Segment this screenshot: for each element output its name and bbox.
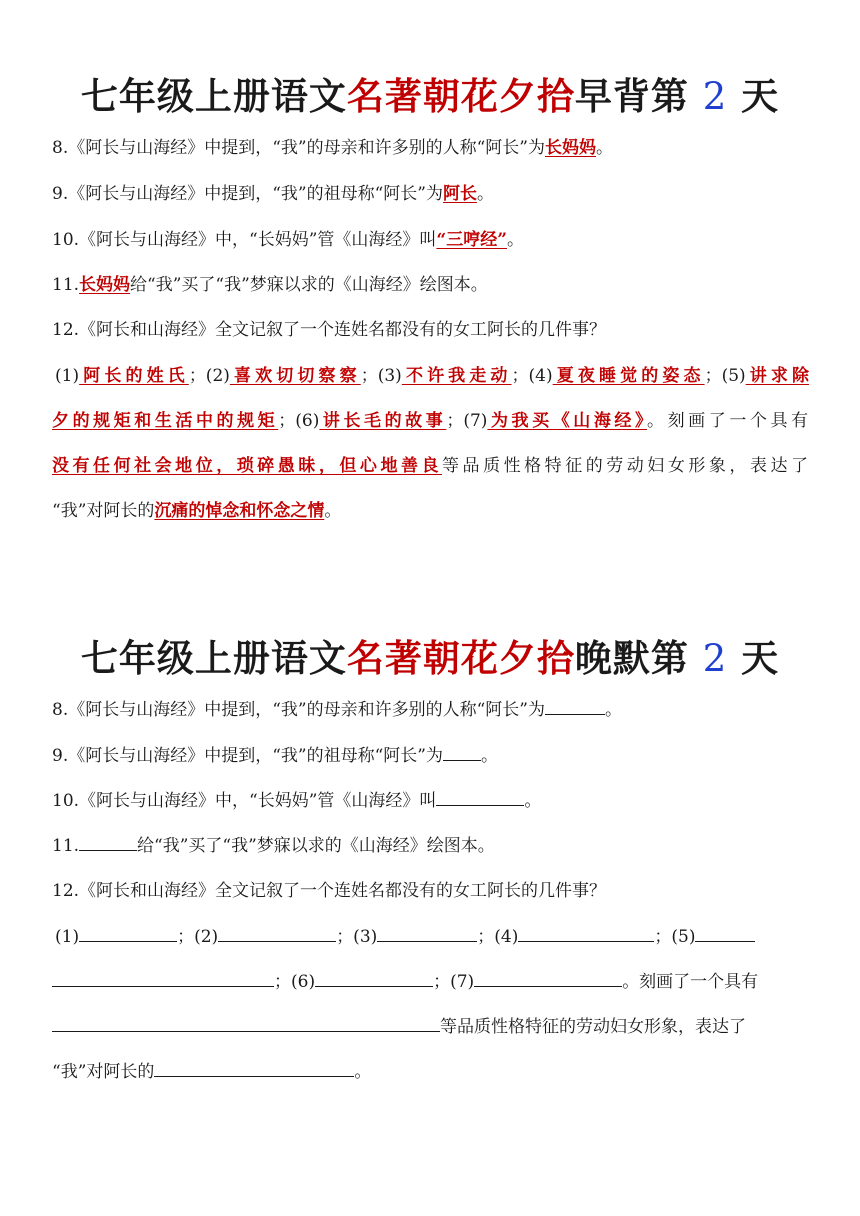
answer-blank[interactable] — [695, 925, 755, 942]
morning-q12-line1 — [55, 361, 809, 386]
punctuation: 。 — [524, 791, 542, 811]
item-marker: ；(5) — [654, 927, 696, 947]
answer: 讲求除 — [745, 366, 810, 386]
answer-blank[interactable] — [79, 834, 137, 851]
morning-q11 — [52, 270, 812, 295]
answer-blank[interactable] — [474, 970, 622, 987]
answer: 不许我走动 — [401, 366, 512, 386]
answer-blank[interactable] — [377, 925, 477, 942]
question-text: 8.《阿长与山海经》中提到，“我”的母亲和许多别的人称“阿长”为 — [52, 138, 545, 158]
evening-q12-line4 — [52, 1057, 812, 1082]
evening-q12-line2 — [52, 967, 808, 992]
item-marker: ；(2) — [177, 927, 219, 947]
item-marker: (1) — [55, 927, 80, 947]
answer: 阿长 — [442, 184, 477, 204]
punctuation: 。 — [595, 138, 613, 158]
question-text: 10.《阿长与山海经》中，“长妈妈”管《山海经》叫 — [52, 791, 437, 811]
answer: 讲长毛的故事 — [319, 411, 447, 431]
morning-title — [0, 66, 860, 120]
evening-q8 — [52, 695, 812, 720]
evening-q9 — [52, 741, 812, 766]
title-day-number: 2 — [702, 75, 728, 118]
body-text: 。刻画了一个具有 — [647, 411, 809, 431]
item-marker: ；(7) — [433, 972, 475, 992]
punctuation: 。 — [476, 184, 494, 204]
title-day-number: 2 — [702, 637, 728, 680]
punctuation: 。 — [354, 1062, 372, 1082]
evening-q12-line3 — [52, 1012, 808, 1037]
item-marker: ；(3) — [360, 366, 402, 386]
answer: 长妈妈 — [544, 138, 596, 158]
title-prefix: 七年级上册语文 — [80, 74, 347, 118]
morning-q12-line4 — [52, 496, 812, 521]
answer: 没有任何社会地位，琐碎愚昧，但心地善良 — [52, 456, 443, 476]
title-day-unit: 天 — [741, 74, 780, 118]
body-text: 。刻画了一个具有 — [622, 972, 759, 992]
evening-q12 — [52, 876, 812, 901]
body-text: “我”对阿长的 — [52, 1062, 155, 1082]
body-text: 等品质性格特征的劳动妇女形象，表达了 — [440, 1017, 746, 1037]
evening-q12-line1 — [55, 922, 809, 947]
question-number: 11. — [52, 275, 80, 295]
answer: 阿长的姓氏 — [79, 366, 189, 386]
evening-title — [0, 628, 860, 682]
answer: “三哼经” — [436, 230, 507, 250]
morning-q12 — [52, 315, 812, 340]
answer-blank[interactable] — [443, 744, 481, 761]
answer: 为我买《山海经》 — [487, 411, 648, 431]
punctuation: 。 — [506, 230, 524, 250]
title-day-unit: 天 — [741, 636, 780, 680]
title-suffix: 早背第 — [574, 74, 689, 118]
question-text: 12.《阿长和山海经》全文记叙了一个连姓名都没有的女工阿长的几件事？ — [52, 881, 607, 901]
answer: 沉痛的悼念和怀念之情 — [154, 501, 325, 521]
item-marker: ；(2) — [188, 366, 230, 386]
item-marker: (1) — [55, 366, 80, 386]
answer-blank[interactable] — [52, 1015, 440, 1032]
title-suffix: 晚默第 — [574, 636, 689, 680]
item-marker: ；(5) — [704, 366, 746, 386]
morning-q12-line3 — [52, 451, 808, 476]
morning-q12-line2 — [52, 406, 808, 431]
answer-blank[interactable] — [315, 970, 433, 987]
answer-blank[interactable] — [218, 925, 336, 942]
title-book: 名著朝花夕拾 — [346, 636, 575, 680]
punctuation: 。 — [480, 746, 498, 766]
morning-q9 — [52, 179, 812, 204]
answer-blank[interactable] — [545, 698, 605, 715]
punctuation: 。 — [604, 700, 622, 720]
item-marker: ；(7) — [446, 411, 488, 431]
item-marker: ；(3) — [336, 927, 378, 947]
question-text: 9.《阿长与山海经》中提到，“我”的祖母称“阿长”为 — [52, 746, 443, 766]
answer: 喜欢切切察察 — [229, 366, 361, 386]
body-text: “我”对阿长的 — [52, 501, 155, 521]
question-text: 10.《阿长与山海经》中，“长妈妈”管《山海经》叫 — [52, 230, 437, 250]
item-marker: ；(4) — [511, 366, 553, 386]
morning-q8 — [52, 133, 812, 158]
question-text: 12.《阿长和山海经》全文记叙了一个连姓名都没有的女工阿长的几件事？ — [52, 320, 607, 340]
title-book: 名著朝花夕拾 — [346, 74, 575, 118]
answer-blank[interactable] — [52, 970, 274, 987]
answer-blank[interactable] — [436, 789, 524, 806]
question-text: 给“我”买了“我”梦寐以求的《山海经》绘图本。 — [137, 836, 495, 856]
question-text: 8.《阿长与山海经》中提到，“我”的母亲和许多别的人称“阿长”为 — [52, 700, 545, 720]
item-marker: ；(4) — [477, 927, 519, 947]
answer: 夕的规矩和生活中的规矩 — [52, 411, 279, 431]
answer-blank[interactable] — [518, 925, 654, 942]
item-marker: ；(6) — [274, 972, 316, 992]
question-text: 给“我”买了“我”梦寐以求的《山海经》绘图本。 — [130, 275, 488, 295]
title-prefix: 七年级上册语文 — [80, 636, 347, 680]
answer: 夏夜睡觉的姿态 — [552, 366, 705, 386]
evening-q11 — [52, 831, 812, 856]
answer-blank[interactable] — [79, 925, 177, 942]
question-text: 9.《阿长与山海经》中提到，“我”的祖母称“阿长”为 — [52, 184, 443, 204]
item-marker: ；(6) — [278, 411, 320, 431]
morning-q10 — [52, 225, 812, 250]
answer-blank[interactable] — [154, 1060, 354, 1077]
body-text: 等品质性格特征的劳动妇女形象，表达了 — [442, 456, 809, 476]
evening-q10 — [52, 786, 812, 811]
answer: 长妈妈 — [79, 275, 131, 295]
question-number: 11. — [52, 836, 80, 856]
punctuation: 。 — [324, 501, 342, 521]
